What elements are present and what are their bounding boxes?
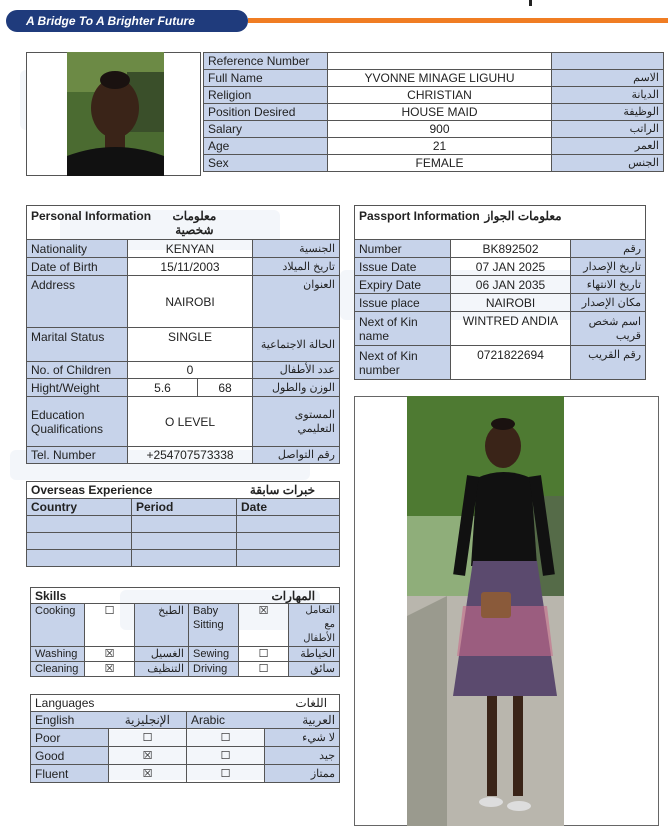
personal-info-table (26, 205, 340, 464)
field-value: 06 JAN 2035 (451, 276, 571, 294)
field-value: +254707573338 (128, 447, 253, 464)
field-label: Nationality (27, 240, 128, 258)
summary-value: 900 (328, 121, 552, 138)
summary-value: FEMALE (328, 155, 552, 172)
summary-label-ar: العمر (552, 138, 664, 155)
table-row (27, 550, 340, 567)
field-label-ar: المستوى التعليمي (253, 397, 340, 447)
field-value: NAIROBI (451, 294, 571, 312)
level-label-ar: ممتاز (265, 765, 340, 783)
passport-row (355, 312, 646, 346)
field-value: SINGLE (128, 328, 253, 362)
field-value: NAIROBI (128, 276, 253, 328)
field-value: BK892502 (451, 240, 571, 258)
field-label-ar: الوزن والطول (253, 379, 340, 397)
skill-label-ar: التعامل مع الأطفال (289, 604, 340, 647)
skill-label-ar: سائق (289, 662, 340, 677)
field-label: Expiry Date (355, 276, 451, 294)
level-label: Poor (31, 729, 109, 747)
passport-row (355, 294, 646, 312)
languages-table (30, 694, 340, 783)
skill-label-ar: الخياطة (289, 647, 340, 662)
section-title-ar: المهارات (271, 588, 316, 603)
field-label-ar: تاريخ الإصدار (571, 258, 646, 276)
field-label-ar: تاريخ الميلاد (253, 258, 340, 276)
summary-row (204, 87, 664, 104)
summary-label-ar: الديانة (552, 87, 664, 104)
info-row (27, 258, 340, 276)
field-label-ar: رقم القريب (571, 346, 646, 380)
language-arabic-ar: العربية (302, 713, 336, 727)
section-title: Passport Information (359, 209, 480, 223)
field-label: Issue Date (355, 258, 451, 276)
field-value: O LEVEL (128, 397, 253, 447)
skill-row (31, 604, 340, 647)
summary-row (204, 104, 664, 121)
section-header (31, 695, 340, 712)
skill-checkbox[interactable]: ☒ (85, 662, 135, 677)
summary-label-ar: الجنس (552, 155, 664, 172)
passport-row (355, 276, 646, 294)
field-label: No. of Children (27, 362, 128, 379)
summary-row (204, 70, 664, 87)
skill-label: Sewing (189, 647, 239, 662)
skill-checkbox[interactable]: ☐ (85, 604, 135, 647)
field-label-ar: الحالة الاجتماعية (253, 328, 340, 362)
skill-label-ar: الطبخ (135, 604, 189, 647)
column-header: Country (27, 499, 132, 516)
header-accent-bar (248, 18, 668, 23)
skill-label: Cooking (31, 604, 85, 647)
skill-checkbox[interactable]: ☒ (239, 604, 289, 647)
language-row (31, 765, 340, 783)
skill-checkbox[interactable]: ☐ (239, 647, 289, 662)
info-row (27, 240, 340, 258)
field-label-ar: مكان الإصدار (571, 294, 646, 312)
language-header-row (31, 712, 340, 729)
passport-row (355, 240, 646, 258)
section-header (355, 206, 646, 240)
skill-row (31, 662, 340, 677)
section-title-ar: معلومات شخصية (172, 209, 217, 237)
field-label: Number (355, 240, 451, 258)
summary-row (204, 121, 664, 138)
field-label: Issue place (355, 294, 451, 312)
field-value: 15/11/2003 (128, 258, 253, 276)
skill-row (31, 647, 340, 662)
field-label-ar: رقم التواصل (253, 447, 340, 464)
field-label: Tel. Number (27, 447, 128, 464)
field-value: 0721822694 (451, 346, 571, 380)
summary-label: Full Name (204, 70, 328, 87)
language-row (31, 747, 340, 765)
tagline-banner: A Bridge To A Brighter Future (6, 10, 248, 32)
arabic-checkbox[interactable]: ☐ (187, 747, 265, 765)
table-row (27, 533, 340, 550)
field-label-ar: الجنسية (253, 240, 340, 258)
field-label: Hight/Weight (27, 379, 128, 397)
summary-label: Position Desired (204, 104, 328, 121)
english-checkbox[interactable]: ☒ (109, 765, 187, 783)
arabic-checkbox[interactable]: ☐ (187, 729, 265, 747)
info-row (27, 447, 340, 464)
summary-label: Sex (204, 155, 328, 172)
passport-row (355, 346, 646, 380)
skill-label: Driving (189, 662, 239, 677)
section-title-ar: اللغات (295, 696, 328, 710)
section-header (27, 482, 340, 499)
section-title: Personal Information (31, 209, 152, 223)
section-header (31, 588, 340, 604)
field-label-ar: رقم (571, 240, 646, 258)
info-row (27, 276, 340, 328)
section-title: Languages (35, 696, 95, 710)
summary-label: Reference Number (204, 53, 328, 70)
skill-checkbox[interactable]: ☐ (239, 662, 289, 677)
skill-label: Baby Sitting (189, 604, 239, 647)
field-label: Date of Birth (27, 258, 128, 276)
portrait-photo (67, 52, 164, 176)
summary-value: HOUSE MAID (328, 104, 552, 121)
field-label: Marital Status (27, 328, 128, 362)
field-label-ar: اسم شخص قريب (571, 312, 646, 346)
field-label: Next of Kin name (355, 312, 451, 346)
height-value: 5.6 (128, 379, 198, 397)
summary-label: Salary (204, 121, 328, 138)
summary-label: Religion (204, 87, 328, 104)
skills-table (30, 587, 340, 677)
level-label: Good (31, 747, 109, 765)
section-title-ar: خبرات سابقة (249, 483, 316, 497)
summary-value (328, 53, 552, 70)
summary-row (204, 155, 664, 172)
info-row (27, 328, 340, 362)
summary-table (203, 52, 664, 172)
full-length-photo (407, 396, 564, 826)
skill-label: Washing (31, 647, 85, 662)
info-row (27, 397, 340, 447)
language-row (31, 729, 340, 747)
english-checkbox[interactable]: ☐ (109, 729, 187, 747)
arabic-checkbox[interactable]: ☐ (187, 765, 265, 783)
section-title: Overseas Experience (31, 483, 153, 497)
summary-value: CHRISTIAN (328, 87, 552, 104)
skill-label-ar: التنظيف (135, 662, 189, 677)
level-label: Fluent (31, 765, 109, 783)
field-label: Address (27, 276, 128, 328)
field-label-ar: عدد الأطفال (253, 362, 340, 379)
info-row (27, 379, 340, 397)
field-value: 07 JAN 2025 (451, 258, 571, 276)
field-label: Education Qualifications (27, 397, 128, 447)
summary-label-ar (552, 53, 664, 70)
summary-row (204, 53, 664, 70)
field-label-ar: العنوان (253, 276, 340, 328)
header-tick-mark (529, 0, 532, 6)
summary-label-ar: الاسم (552, 70, 664, 87)
passport-row (355, 258, 646, 276)
overseas-table (26, 481, 340, 567)
summary-row (204, 138, 664, 155)
level-label-ar: لا شيء (265, 729, 340, 747)
column-header: Period (132, 499, 237, 516)
field-value: KENYAN (128, 240, 253, 258)
section-header (27, 206, 340, 240)
column-header-row (27, 499, 340, 516)
summary-value: 21 (328, 138, 552, 155)
passport-info-table (354, 205, 646, 380)
weight-value: 68 (198, 379, 253, 397)
info-row (27, 362, 340, 379)
field-value: WINTRED ANDIA (451, 312, 571, 346)
field-value: 0 (128, 362, 253, 379)
column-header: Date (237, 499, 340, 516)
table-row (27, 516, 340, 533)
language-english: English (35, 713, 75, 727)
section-title: Skills (35, 588, 67, 603)
language-english-ar: الإنجليزية (124, 713, 170, 727)
skill-checkbox[interactable]: ☒ (85, 647, 135, 662)
summary-label-ar: الراتب (552, 121, 664, 138)
language-arabic: Arabic (191, 713, 226, 727)
summary-value: YVONNE MINAGE LIGUHU (328, 70, 552, 87)
summary-label-ar: الوظيفة (552, 104, 664, 121)
summary-label: Age (204, 138, 328, 155)
section-title-ar: معلومات الجواز (484, 209, 562, 223)
field-label: Next of Kin number (355, 346, 451, 380)
level-label-ar: جيد (265, 747, 340, 765)
field-label-ar: تاريخ الانتهاء (571, 276, 646, 294)
english-checkbox[interactable]: ☒ (109, 747, 187, 765)
skill-label: Cleaning (31, 662, 85, 677)
skill-label-ar: الغسيل (135, 647, 189, 662)
